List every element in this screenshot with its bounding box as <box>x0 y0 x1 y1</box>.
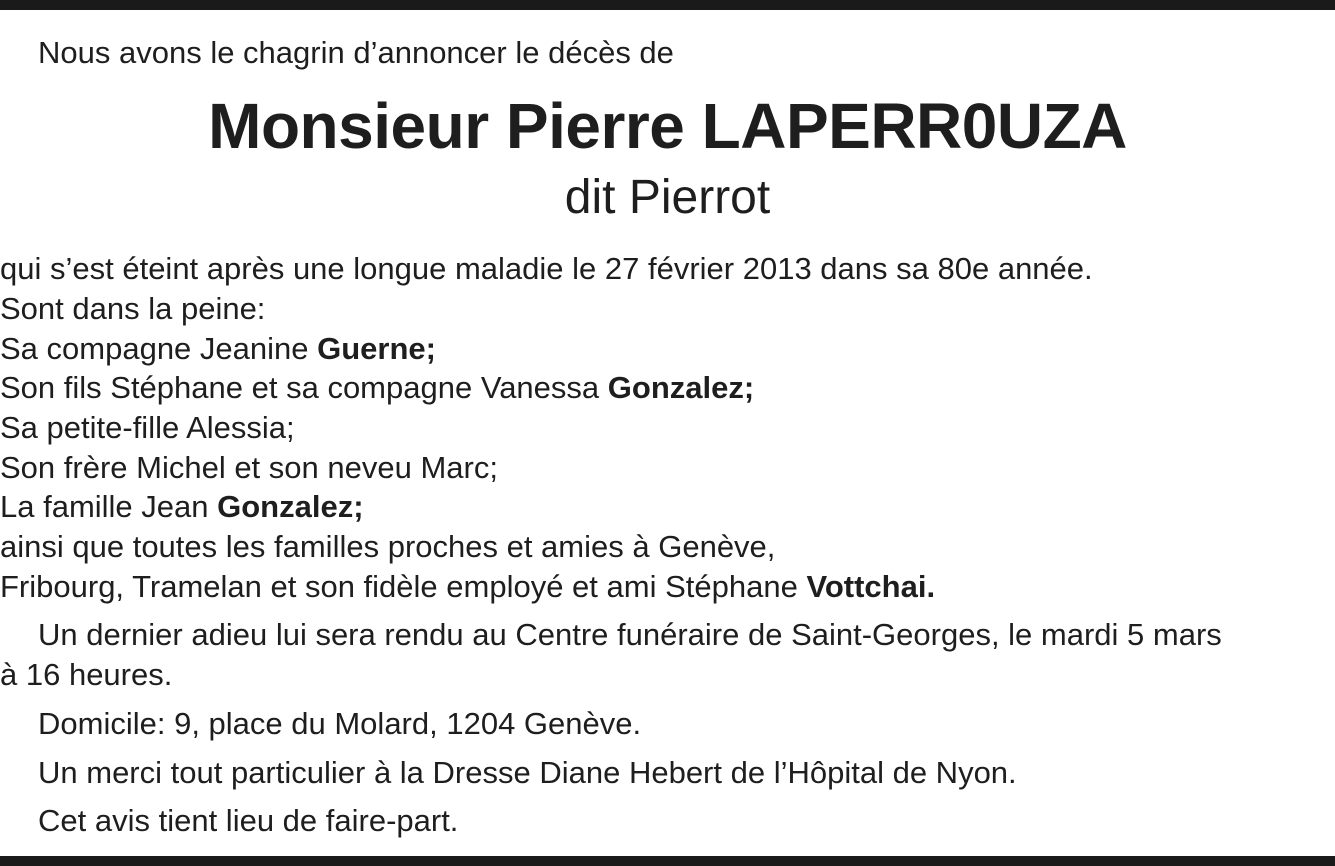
mourner-line: ainsi que toutes les familles proches et amies à Genève, <box>0 529 776 564</box>
mourner-line: Fribourg, Tramelan et son fidèle employé et ami Stéphane Vottchai. <box>0 569 936 604</box>
nickname: dit Pierrot <box>564 171 771 224</box>
top-rule <box>0 0 1335 10</box>
announcement-line: qui s’est éteint après une longue maladie le 27 février 2013 dans sa 80e année. <box>0 251 1093 286</box>
bottom-rule <box>0 856 1335 866</box>
mourner-line: La famille Jean Gonzalez; <box>0 489 364 524</box>
intro-line: Nous avons le chagrin d’annoncer le décès de <box>38 35 674 70</box>
domicile-line: Domicile: 9, place du Molard, 1204 Genève. <box>38 706 642 741</box>
mourner-line: Sa compagne Jeanine Guerne; <box>0 331 436 366</box>
thanks-line: Un merci tout particulier à la Dresse Diane Hebert de l’Hôpital de Nyon. <box>38 755 1017 790</box>
mourner-line: Son fils Stéphane et sa compagne Vanessa Gonzalez; <box>0 370 755 405</box>
deceased-name: Monsieur Pierre LAPERR0UZA <box>208 90 1127 162</box>
ceremony-line: Un dernier adieu lui sera rendu au Centre funéraire de Saint-Georges, le mardi 5 mars <box>38 617 1222 652</box>
mourner-line: Sa petite-fille Alessia; <box>0 410 295 445</box>
ceremony-time: à 16 heures. <box>0 657 173 692</box>
mourners-heading: Sont dans la peine: <box>0 291 266 326</box>
notice-line: Cet avis tient lieu de faire-part. <box>38 803 459 838</box>
mourner-line: Son frère Michel et son neveu Marc; <box>0 450 498 485</box>
